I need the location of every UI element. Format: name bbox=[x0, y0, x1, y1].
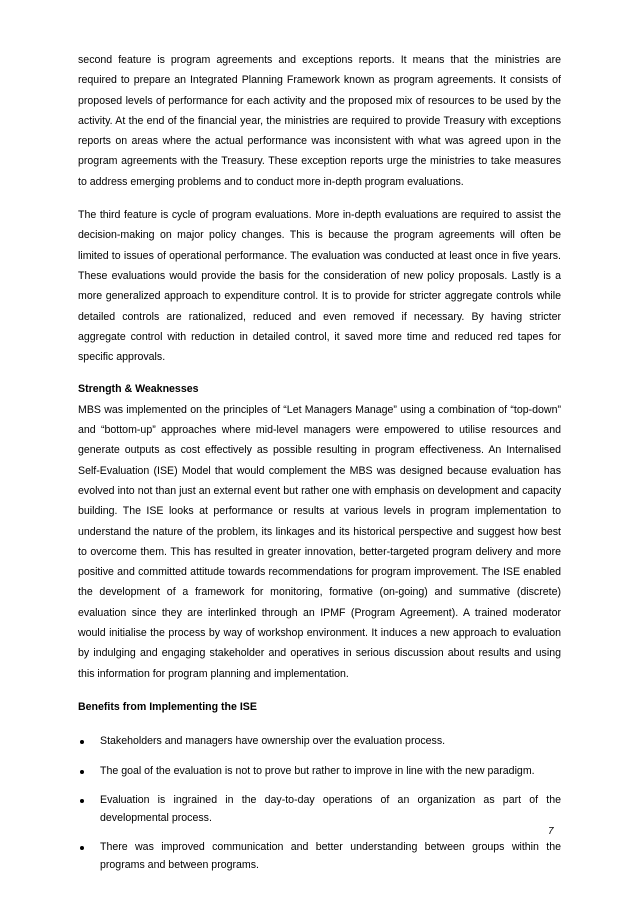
bullet-icon bbox=[80, 770, 84, 774]
list-item bbox=[78, 763, 561, 781]
page-content bbox=[78, 50, 561, 886]
heading-strength-weaknesses: Strength & Weaknesses bbox=[78, 383, 199, 396]
bullet-icon bbox=[80, 799, 84, 803]
list-item bbox=[78, 839, 561, 874]
spacer bbox=[78, 684, 561, 697]
list-item bbox=[78, 792, 561, 827]
heading-benefits: Benefits from Implementing the ISE bbox=[78, 700, 257, 713]
benefits-list bbox=[78, 733, 561, 874]
bullet-icon bbox=[80, 846, 84, 850]
benefit-text: The goal of the evaluation is not to prove but rather to improve in line with the new paradigm. bbox=[100, 764, 535, 777]
spacer bbox=[78, 367, 561, 379]
page-number: 7 bbox=[548, 826, 554, 837]
bullet-icon bbox=[80, 740, 84, 744]
paragraph-program-agreements: second feature is program agreements and exceptions reports. It means that the ministries are required to prepare an Integrated Planning Framework known as program agreements. It consists of proposed levels of performance for each activity and the proposed mix of resources to be used by the activity. At the end of the financial year, the ministries are required to provide Treasury with exceptions reports on areas where the actual performance was inconsistent with what was agreed upon in the program agreements with the Treasury. These exception reports urge the ministries to take measures to address emerging problems and to conduct more in-depth program evaluations. bbox=[78, 54, 561, 188]
list-item bbox=[78, 733, 561, 751]
benefit-text: Evaluation is ingrained in the day-to-day operations of an organization as part of the developmental process. bbox=[100, 794, 561, 824]
benefit-text: Stakeholders and managers have ownership over the evaluation process. bbox=[100, 735, 446, 748]
paragraph-mbs-ise: MBS was implemented on the principles of “Let Managers Manage” using a combination of “top-down” and “bottom-up” approaches where mid-level managers were empowered to utilise resources and generate outputs as cost effectively as possible resulting in program effectiveness. An Internalised Self-Evaluation (ISE) Model that would complement the MBS was designed because evaluation has evolved into not than just an external event but rather one with emphasis on development and capacity building. The ISE looks at performance or results at various levels in program implementation to understand the nature of the problem, its linkages and its historical perspective and suggest how best to overcome them. This has resulted in greater innovation, better-targeted program delivery and more positive and committed attitude towards recommendations for program improvement. The ISE enabled the development of a framework for monitoring, formative (on-going) and summative (discrete) evaluation since they are interlinked through an IPMF (Program Agreement). A trained moderator would initialise the process by way of workshop environment. It induces a new approach to evaluation by indulging and engaging stakeholder and operatives in serious discussion about results and using this information for program planning and implementation. bbox=[78, 403, 561, 680]
spacer bbox=[78, 192, 561, 205]
paragraph-program-evaluations: The third feature is cycle of program evaluations. More in-depth evaluations are required to assist the decision-making on major policy changes. This is because the program agreements will often be limited to issues of operational performance. The evaluation was conducted at least once in five years. These evaluations would provide the basis for the consideration of new policy proposals. Lastly is a more generalized approach to expenditure control. It is to provide for stricter aggregate controls while detailed controls are rationalized, reduced and even removed if necessary. By having stricter aggregate control with reduction in detailed control, it saved more time and reduced red tapes for specific approvals. bbox=[78, 209, 561, 364]
benefit-text: There was improved communication and better understanding between groups within the programs and between programs. bbox=[100, 841, 561, 871]
spacer bbox=[78, 717, 561, 733]
